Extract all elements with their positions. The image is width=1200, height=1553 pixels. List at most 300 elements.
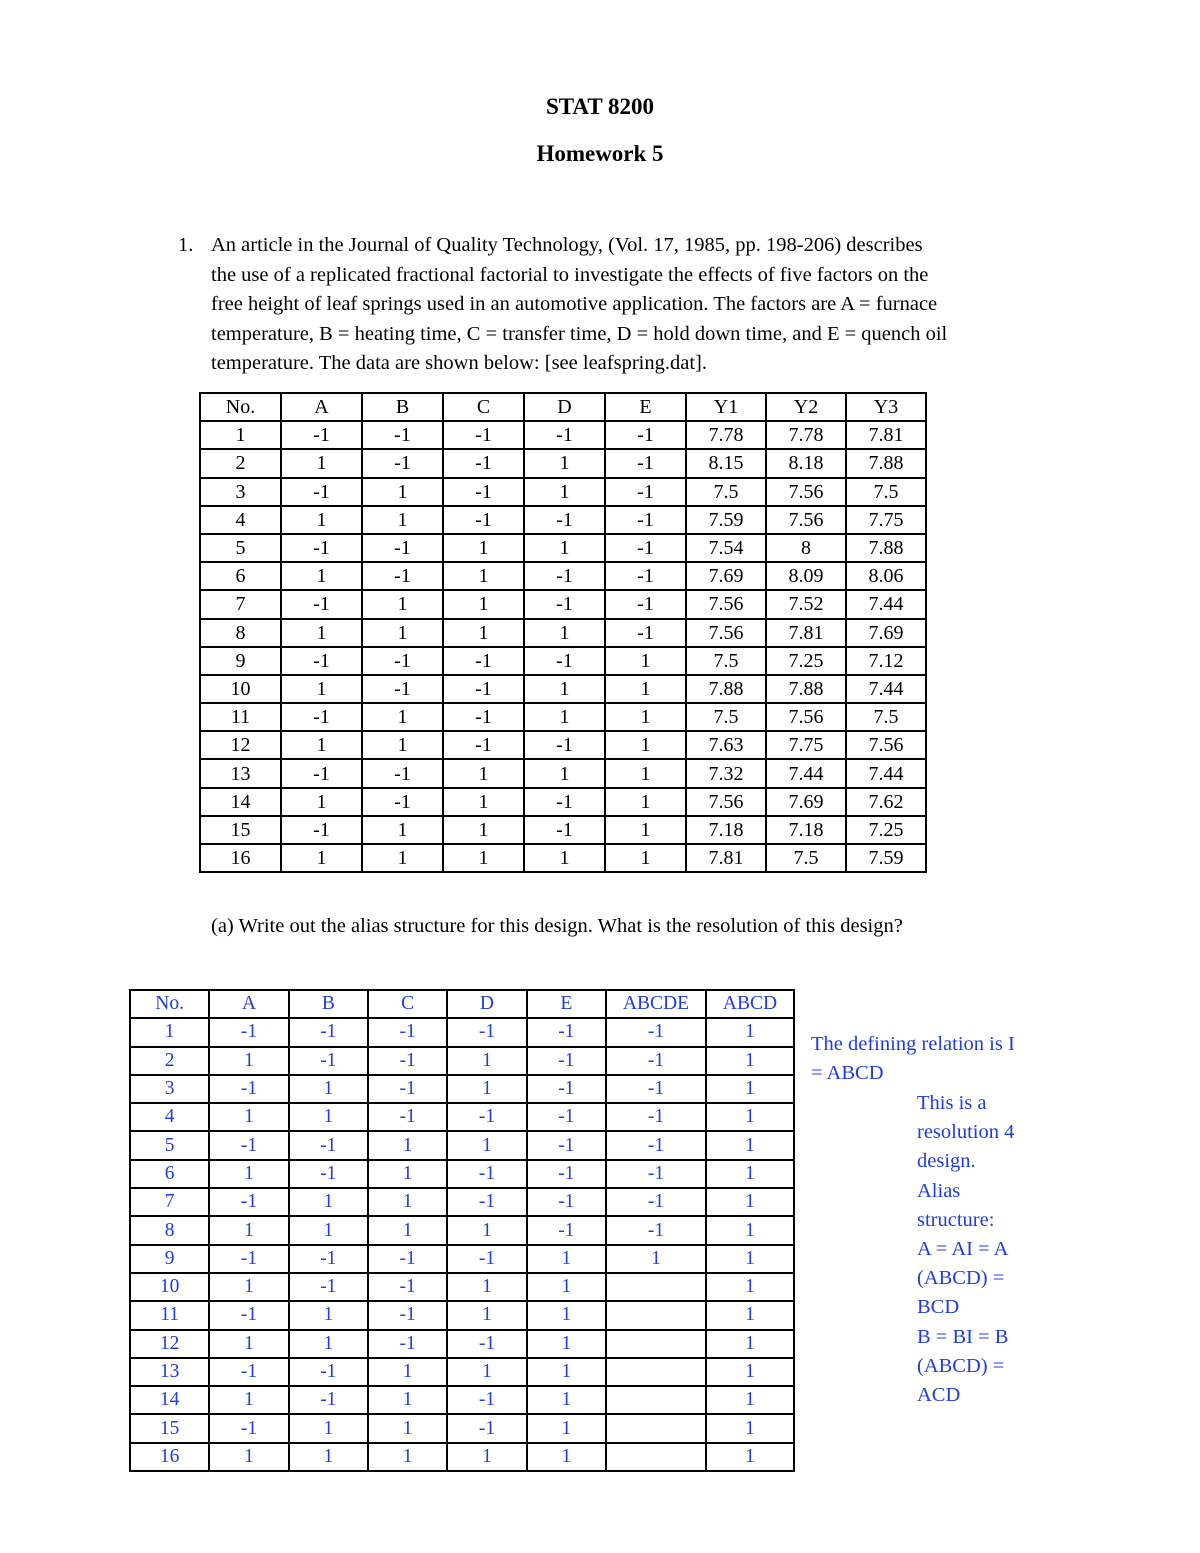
table-cell: 1 xyxy=(209,1443,288,1471)
table-cell: 1 xyxy=(281,731,362,759)
table-cell: 1 xyxy=(605,731,686,759)
table-cell: -1 xyxy=(362,562,443,590)
table-cell: 8 xyxy=(766,534,846,562)
table-cell: 1 xyxy=(447,1443,526,1471)
table-cell: -1 xyxy=(368,1047,447,1075)
table-cell: 1 xyxy=(368,1414,447,1442)
table-cell: 8 xyxy=(200,619,281,647)
table-cell: -1 xyxy=(527,1160,606,1188)
table-cell: -1 xyxy=(289,1131,368,1159)
table-cell: -1 xyxy=(447,1386,526,1414)
table-cell: -1 xyxy=(368,1103,447,1131)
table-cell: 1 xyxy=(605,844,686,872)
table-cell: 1 xyxy=(606,1245,706,1273)
table-cell: 7.56 xyxy=(766,506,846,534)
table-cell: -1 xyxy=(443,478,524,506)
table-cell: 1 xyxy=(706,1047,794,1075)
table-cell: 13 xyxy=(130,1358,209,1386)
table-cell: 1 xyxy=(527,1443,606,1471)
table-cell: 1 xyxy=(447,1301,526,1329)
answer-line: = ABCD xyxy=(811,1062,884,1085)
table-cell: 1 xyxy=(368,1188,447,1216)
table-cell: 1 xyxy=(605,759,686,787)
table-cell: 4 xyxy=(130,1103,209,1131)
table-cell: 15 xyxy=(200,816,281,844)
table-cell: 15 xyxy=(130,1414,209,1442)
table-cell: -1 xyxy=(606,1131,706,1159)
table-cell: -1 xyxy=(362,534,443,562)
table-cell: -1 xyxy=(606,1018,706,1046)
table-cell: -1 xyxy=(606,1047,706,1075)
table-cell: 7.75 xyxy=(846,506,926,534)
table-cell: 8.15 xyxy=(686,449,766,477)
table-cell: 8.18 xyxy=(766,449,846,477)
table-cell: 2 xyxy=(130,1047,209,1075)
table-cell: 1 xyxy=(289,1414,368,1442)
table-cell: 7.69 xyxy=(686,562,766,590)
table-cell: 11 xyxy=(200,703,281,731)
table-cell: 1 xyxy=(209,1047,288,1075)
table-cell: 6 xyxy=(130,1160,209,1188)
table-cell: 7.32 xyxy=(686,759,766,787)
table-cell: 1 xyxy=(289,1443,368,1471)
table-cell: 7.69 xyxy=(766,788,846,816)
table-cell: 1 xyxy=(362,703,443,731)
table-cell: -1 xyxy=(281,647,362,675)
table-cell: 1 xyxy=(706,1245,794,1273)
column-header: ABCDE xyxy=(606,990,706,1018)
table-cell: 7.5 xyxy=(846,703,926,731)
table-cell: -1 xyxy=(368,1301,447,1329)
table-cell: 7.25 xyxy=(766,647,846,675)
table-cell: -1 xyxy=(289,1386,368,1414)
table-cell xyxy=(606,1414,706,1442)
table-cell: 1 xyxy=(443,562,524,590)
table-cell: 1 xyxy=(706,1188,794,1216)
table-cell: 1 xyxy=(527,1358,606,1386)
table-row xyxy=(200,449,926,477)
table-cell: 6 xyxy=(200,562,281,590)
table-cell: -1 xyxy=(605,534,686,562)
table-cell: 7.56 xyxy=(686,619,766,647)
course-title: STAT 8200 xyxy=(545,94,654,119)
table-cell: 7.56 xyxy=(846,731,926,759)
table-row xyxy=(200,562,926,590)
question-1 xyxy=(178,231,1078,379)
table-cell: -1 xyxy=(524,731,605,759)
answer-line: The defining relation is I xyxy=(811,1033,1015,1055)
table-cell: -1 xyxy=(281,590,362,618)
table-cell: 1 xyxy=(281,449,362,477)
table-cell: 1 xyxy=(281,619,362,647)
answer-line: A = AI = A xyxy=(917,1238,1009,1261)
question-number: 1. xyxy=(178,234,194,256)
table-cell: 1 xyxy=(447,1216,526,1244)
table-cell: 1 xyxy=(706,1160,794,1188)
question-line: the use of a replicated fractional factorial to investigate the effects of five factors on the xyxy=(211,263,929,286)
question-text xyxy=(211,231,1078,379)
table-cell: 4 xyxy=(200,506,281,534)
table-cell: -1 xyxy=(209,1188,288,1216)
table-cell: -1 xyxy=(289,1018,368,1046)
table-row xyxy=(200,506,926,534)
table-cell: -1 xyxy=(362,675,443,703)
table-row xyxy=(130,1216,794,1244)
table-cell: 1 xyxy=(368,1160,447,1188)
table-cell: 7.18 xyxy=(766,816,846,844)
table-cell: -1 xyxy=(443,449,524,477)
table-cell: 7.44 xyxy=(766,759,846,787)
table-cell: -1 xyxy=(527,1188,606,1216)
table-cell: -1 xyxy=(281,534,362,562)
table-cell: -1 xyxy=(605,478,686,506)
table-cell: 7.88 xyxy=(846,534,926,562)
table-cell: 7.59 xyxy=(686,506,766,534)
table-cell: 1 xyxy=(443,759,524,787)
table-cell: 1 xyxy=(362,478,443,506)
table-cell: 8.09 xyxy=(766,562,846,590)
table-cell: 1 xyxy=(706,1075,794,1103)
table-cell: -1 xyxy=(209,1018,288,1046)
table-cell: -1 xyxy=(209,1245,288,1273)
table-cell: 1 xyxy=(368,1443,447,1471)
table-cell: 1 xyxy=(605,788,686,816)
table-cell: 7.78 xyxy=(686,421,766,449)
table-cell: 7.5 xyxy=(686,478,766,506)
table-cell: 1 xyxy=(706,1103,794,1131)
table-cell: 7.88 xyxy=(766,675,846,703)
question-line: temperature. The data are shown below: [see leafspring.dat]. xyxy=(211,352,707,374)
table-cell: 1 xyxy=(527,1301,606,1329)
table-row xyxy=(200,788,926,816)
table-cell: -1 xyxy=(447,1414,526,1442)
table-cell: 7.81 xyxy=(766,619,846,647)
table-cell: 1 xyxy=(362,506,443,534)
table-cell: -1 xyxy=(209,1358,288,1386)
table-cell: 1 xyxy=(706,1330,794,1358)
table-row xyxy=(200,703,926,731)
question-line: temperature, B = heating time, C = transfer time, D = hold down time, and E = quench oil xyxy=(211,322,948,345)
table-cell: 7.5 xyxy=(686,703,766,731)
leafspring-data-table xyxy=(199,392,927,873)
table-cell: -1 xyxy=(281,421,362,449)
table-cell: 1 xyxy=(209,1160,288,1188)
table-cell: 7.78 xyxy=(766,421,846,449)
table-cell: -1 xyxy=(447,1330,526,1358)
table-cell: 1 xyxy=(605,647,686,675)
table-row xyxy=(200,590,926,618)
table-cell: 7.54 xyxy=(686,534,766,562)
table-cell: 1 xyxy=(706,1358,794,1386)
table-cell: 1 xyxy=(524,619,605,647)
table-cell: -1 xyxy=(289,1245,368,1273)
table-cell: 13 xyxy=(200,759,281,787)
table-cell: 1 xyxy=(362,731,443,759)
table-cell: -1 xyxy=(368,1018,447,1046)
table-cell: 1 xyxy=(706,1414,794,1442)
table-cell: 1 xyxy=(524,844,605,872)
table-cell: 7.5 xyxy=(766,844,846,872)
table-cell: 1 xyxy=(706,1443,794,1471)
table-cell: 3 xyxy=(130,1075,209,1103)
table-cell: -1 xyxy=(605,590,686,618)
table-cell: 5 xyxy=(130,1131,209,1159)
table-cell xyxy=(606,1330,706,1358)
answer-line: (ABCD) = xyxy=(917,1354,1005,1377)
table-cell: -1 xyxy=(209,1131,288,1159)
table-cell: 7.44 xyxy=(846,675,926,703)
table-cell: -1 xyxy=(524,506,605,534)
alias-structure-note xyxy=(917,1089,1052,1410)
table-cell: 1 xyxy=(527,1330,606,1358)
table-cell: 1 xyxy=(200,421,281,449)
table-cell xyxy=(606,1443,706,1471)
table-cell: -1 xyxy=(527,1103,606,1131)
table-row xyxy=(130,1273,794,1301)
table-cell: -1 xyxy=(606,1103,706,1131)
table-cell: 1 xyxy=(706,1386,794,1414)
table-cell: -1 xyxy=(289,1358,368,1386)
header-row xyxy=(130,990,794,1018)
table-row xyxy=(130,1330,794,1358)
table-cell: -1 xyxy=(447,1245,526,1273)
table-cell: -1 xyxy=(368,1245,447,1273)
table-row xyxy=(200,675,926,703)
assignment-title: Homework 5 xyxy=(536,141,664,166)
table-cell: -1 xyxy=(524,816,605,844)
table-cell: -1 xyxy=(289,1047,368,1075)
table-cell: 1 xyxy=(281,675,362,703)
table-cell: 7.18 xyxy=(686,816,766,844)
table-cell: -1 xyxy=(524,562,605,590)
table-cell: 1 xyxy=(527,1273,606,1301)
table-row xyxy=(130,1301,794,1329)
column-header: No. xyxy=(130,990,209,1018)
table-cell: 1 xyxy=(706,1131,794,1159)
table-cell: 1 xyxy=(524,759,605,787)
table-row xyxy=(130,1131,794,1159)
question-line: An article in the Journal of Quality Technology, (Vol. 17, 1985, pp. 198-206) describes xyxy=(211,234,923,256)
table-cell: -1 xyxy=(289,1273,368,1301)
table-cell: 7.62 xyxy=(846,788,926,816)
table-row xyxy=(130,1386,794,1414)
table-cell: -1 xyxy=(447,1018,526,1046)
table-cell: 7 xyxy=(130,1188,209,1216)
table-cell: 2 xyxy=(200,449,281,477)
table-cell: 1 xyxy=(706,1018,794,1046)
table-cell: -1 xyxy=(368,1330,447,1358)
table-row xyxy=(130,1358,794,1386)
column-header: A xyxy=(281,393,362,421)
table-row xyxy=(130,1018,794,1046)
table-cell: 1 xyxy=(447,1131,526,1159)
table-cell: 10 xyxy=(130,1273,209,1301)
table-cell: -1 xyxy=(443,703,524,731)
answer-line: (ABCD) = xyxy=(917,1267,1005,1290)
table-cell: 1 xyxy=(368,1386,447,1414)
answer-line: resolution 4 xyxy=(917,1121,1015,1144)
table-cell: 1 xyxy=(524,675,605,703)
column-header: D xyxy=(524,393,605,421)
table-cell: 1 xyxy=(281,788,362,816)
table-cell: -1 xyxy=(281,759,362,787)
column-header: C xyxy=(443,393,524,421)
table-cell: -1 xyxy=(368,1273,447,1301)
table-cell: 12 xyxy=(200,731,281,759)
table-cell: -1 xyxy=(281,703,362,731)
table-cell: 9 xyxy=(200,647,281,675)
table-cell: -1 xyxy=(447,1160,526,1188)
table-cell: 7.12 xyxy=(846,647,926,675)
table-cell: 12 xyxy=(130,1330,209,1358)
table-cell: 1 xyxy=(289,1103,368,1131)
table-cell: 1 xyxy=(281,844,362,872)
column-header: B xyxy=(289,990,368,1018)
table-cell: -1 xyxy=(443,675,524,703)
table-cell: 1 xyxy=(289,1301,368,1329)
column-header: E xyxy=(605,393,686,421)
table-cell: 8.06 xyxy=(846,562,926,590)
table-cell: 7.56 xyxy=(766,478,846,506)
table-cell: 7 xyxy=(200,590,281,618)
table-row xyxy=(200,731,926,759)
table-cell: 1 xyxy=(605,703,686,731)
part-a-question: (a) Write out the alias structure for this design. What is the resolution of this design? xyxy=(211,915,903,937)
table-cell: 1 xyxy=(362,590,443,618)
table-cell: 1 xyxy=(289,1188,368,1216)
table-cell: -1 xyxy=(605,421,686,449)
table-cell: -1 xyxy=(289,1160,368,1188)
table-cell: 9 xyxy=(130,1245,209,1273)
table-cell: 1 xyxy=(527,1414,606,1442)
table-row xyxy=(130,1047,794,1075)
table-cell: -1 xyxy=(447,1188,526,1216)
table-cell: -1 xyxy=(281,816,362,844)
table-cell: 1 xyxy=(443,816,524,844)
table-cell: -1 xyxy=(447,1103,526,1131)
table-cell: 1 xyxy=(443,844,524,872)
question-line: free height of leaf springs used in an automotive application. The factors are A = furnace xyxy=(211,293,938,315)
table-row xyxy=(200,619,926,647)
answer-line: B = BI = B xyxy=(917,1325,1009,1348)
table-cell xyxy=(606,1358,706,1386)
table-cell: -1 xyxy=(443,421,524,449)
alias-table xyxy=(129,989,795,1472)
table-row xyxy=(200,816,926,844)
table-cell xyxy=(606,1386,706,1414)
table-cell: 7.81 xyxy=(686,844,766,872)
table-cell xyxy=(606,1301,706,1329)
table-cell: 7.75 xyxy=(766,731,846,759)
table-cell: -1 xyxy=(362,759,443,787)
table-cell: -1 xyxy=(368,1075,447,1103)
table-cell: 7.44 xyxy=(846,590,926,618)
table-cell: -1 xyxy=(362,647,443,675)
answer-line: Alias xyxy=(917,1179,961,1202)
table-cell: 16 xyxy=(200,844,281,872)
table-cell: 1 xyxy=(443,590,524,618)
defining-relation-note xyxy=(811,1030,1061,1088)
table-cell: 1 xyxy=(527,1386,606,1414)
table-cell: 1 xyxy=(209,1273,288,1301)
table-cell: 1 xyxy=(281,506,362,534)
table-cell: 1 xyxy=(527,1245,606,1273)
table-cell: -1 xyxy=(209,1075,288,1103)
table-cell: 1 xyxy=(443,534,524,562)
column-header: B xyxy=(362,393,443,421)
table-cell: 1 xyxy=(524,703,605,731)
table-cell: 7.52 xyxy=(766,590,846,618)
table-cell: 1 xyxy=(524,478,605,506)
table-cell: 1 xyxy=(209,1330,288,1358)
table-cell: -1 xyxy=(362,421,443,449)
table-cell: -1 xyxy=(527,1131,606,1159)
table-cell: 16 xyxy=(130,1443,209,1471)
table-cell: 5 xyxy=(200,534,281,562)
table-cell: 7.88 xyxy=(686,675,766,703)
table-cell: -1 xyxy=(605,619,686,647)
table-cell: 7.63 xyxy=(686,731,766,759)
table-cell: -1 xyxy=(527,1075,606,1103)
table-cell: 10 xyxy=(200,675,281,703)
column-header: A xyxy=(209,990,288,1018)
table-row xyxy=(130,1188,794,1216)
table-cell: -1 xyxy=(524,421,605,449)
table-cell: 1 xyxy=(209,1103,288,1131)
table-cell: 1 xyxy=(289,1330,368,1358)
answer-line: ACD xyxy=(917,1384,961,1407)
column-header: ABCD xyxy=(706,990,794,1018)
table-row xyxy=(200,844,926,872)
table-cell: -1 xyxy=(606,1075,706,1103)
table-cell: 7.59 xyxy=(846,844,926,872)
table-cell: -1 xyxy=(606,1188,706,1216)
table-cell: 1 xyxy=(362,816,443,844)
table-cell: -1 xyxy=(606,1216,706,1244)
table-cell: -1 xyxy=(527,1047,606,1075)
column-header: Y3 xyxy=(846,393,926,421)
header-row xyxy=(200,393,926,421)
table-cell: -1 xyxy=(605,449,686,477)
table-cell: 1 xyxy=(447,1358,526,1386)
table-cell: 7.56 xyxy=(686,590,766,618)
table-cell: 1 xyxy=(443,788,524,816)
table-cell: 1 xyxy=(443,619,524,647)
table-cell: 1 xyxy=(605,675,686,703)
table-cell: -1 xyxy=(524,647,605,675)
table-cell: 1 xyxy=(706,1301,794,1329)
column-header: Y1 xyxy=(686,393,766,421)
table-cell: 7.56 xyxy=(686,788,766,816)
table-cell: -1 xyxy=(524,788,605,816)
table-cell: 1 xyxy=(130,1018,209,1046)
table-cell: 1 xyxy=(289,1216,368,1244)
table-cell: 7.56 xyxy=(766,703,846,731)
table-cell: 1 xyxy=(447,1047,526,1075)
table-cell: 1 xyxy=(362,619,443,647)
table-cell: -1 xyxy=(362,449,443,477)
table-cell: 3 xyxy=(200,478,281,506)
table-cell: 7.81 xyxy=(846,421,926,449)
table-cell: -1 xyxy=(527,1018,606,1046)
table-row xyxy=(200,478,926,506)
table-cell: 14 xyxy=(130,1386,209,1414)
table-cell: 1 xyxy=(281,562,362,590)
table-cell: 1 xyxy=(209,1216,288,1244)
answer-line: design. xyxy=(917,1150,976,1173)
table-cell: 8 xyxy=(130,1216,209,1244)
table-cell: 1 xyxy=(209,1386,288,1414)
